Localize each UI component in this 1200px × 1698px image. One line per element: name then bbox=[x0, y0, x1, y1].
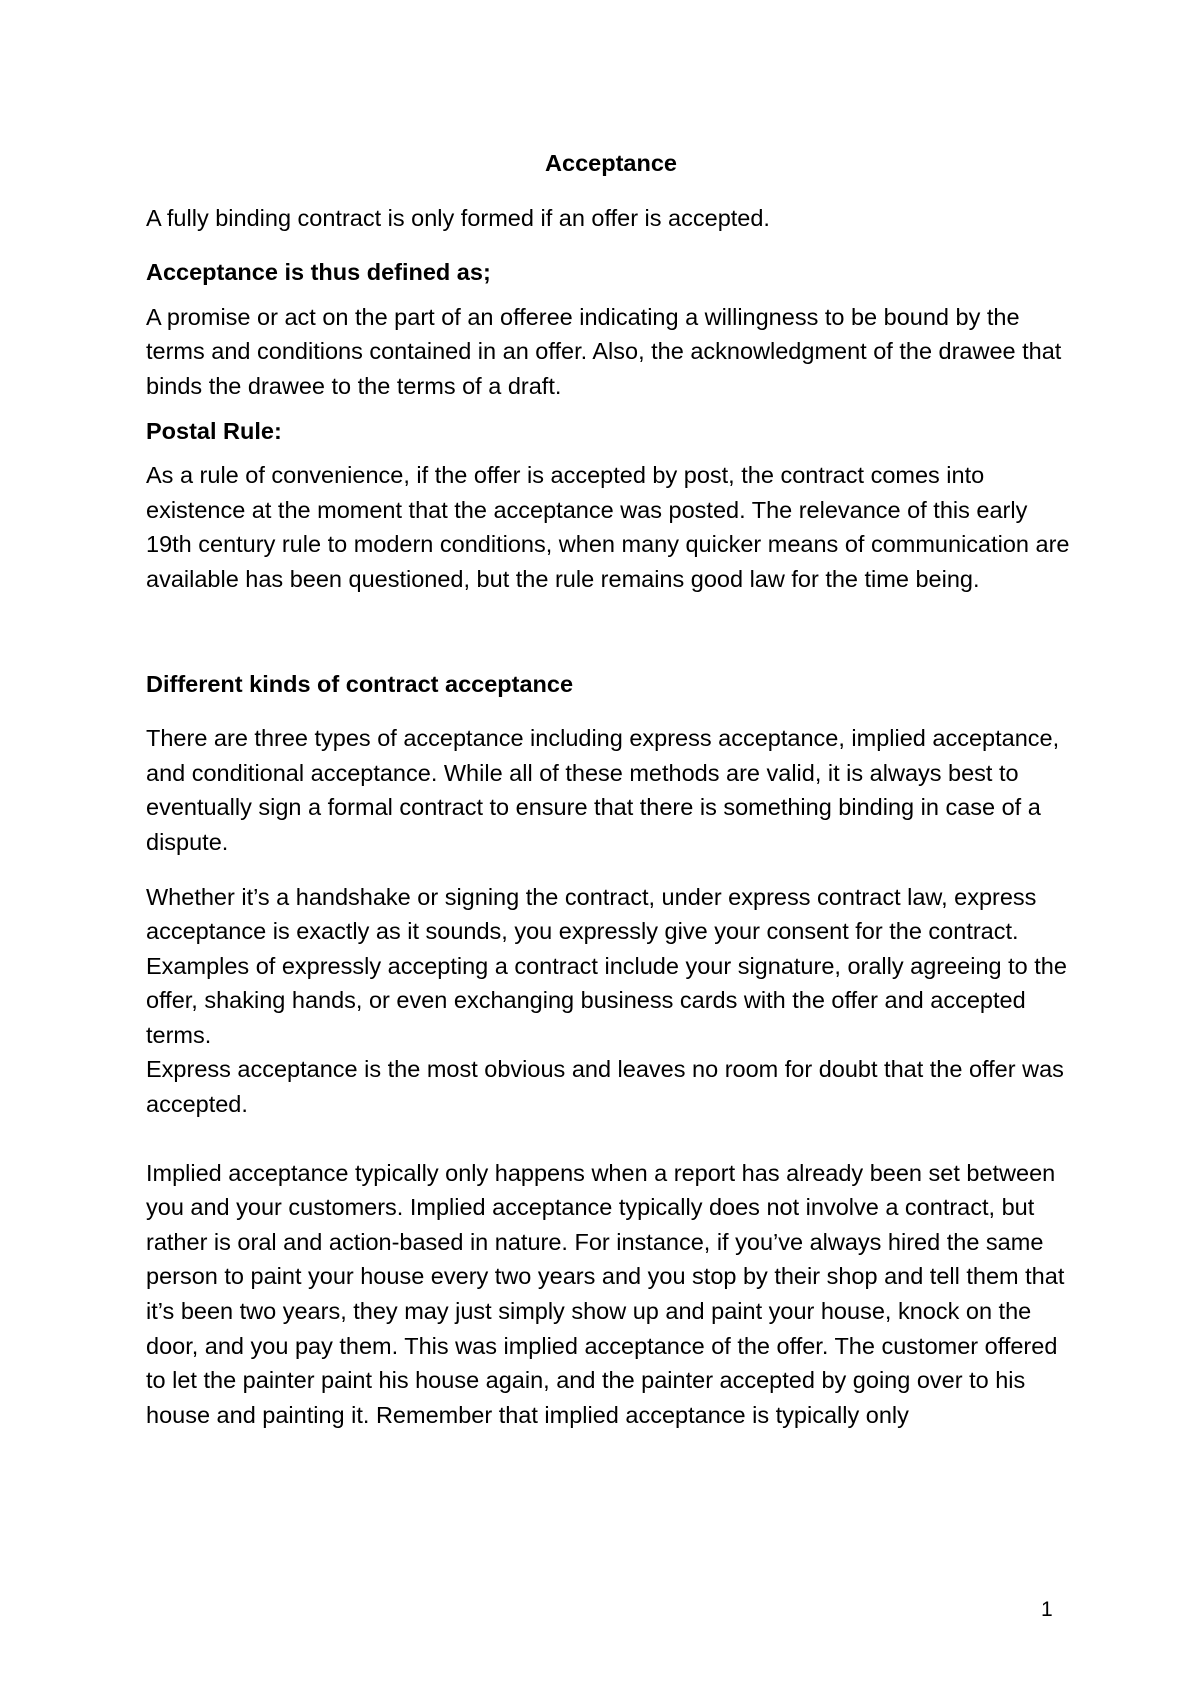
page-content bbox=[146, 146, 1076, 1432]
implied-paragraph: Implied acceptance typically only happens when a report has already been set between you and your customers. Implied acceptance typically does not involve a contract, but rather is oral and action-based in nature. For instance, if you’ve always hired the same person to paint your house every two years and you stop by their shop and tell them that it’s been two years, they may just simply show up and paint your house, knock on the door, and you pay them. This was implied acceptance of the offer. The customer offered to let the painter paint his house again, and the painter accepted by going over to his house and painting it. Remember that implied acceptance is typically only bbox=[146, 1159, 1065, 1428]
postal-rule-heading: Postal Rule: bbox=[146, 417, 282, 444]
kinds-paragraph: There are three types of acceptance including express acceptance, implied acceptance, and conditional acceptance. While all of these methods are valid, it is always best to eventually sign a formal contract to ensure that there is something binding in case of a dispute. bbox=[146, 725, 1060, 855]
definition-heading: Acceptance is thus defined as; bbox=[146, 259, 491, 286]
intro-paragraph: A fully binding contract is only formed if an offer is accepted. bbox=[146, 204, 770, 231]
express-paragraph: Whether it’s a handshake or signing the contract, under express contract law, express acceptance is exactly as it sounds, you expressly give your consent for the contract. Examples of expressly accepting a contract include your signature, orally agreeing to the offer, shaking hands, or even exchanging business cards with the offer and accepted terms. bbox=[146, 883, 1067, 1048]
express-note-paragraph: Express acceptance is the most obvious and leaves no room for doubt that the offer was accepted. bbox=[146, 1056, 1064, 1118]
page-title: Acceptance bbox=[545, 150, 677, 176]
kinds-heading: Different kinds of contract acceptance bbox=[146, 670, 574, 697]
postal-rule-paragraph: As a rule of convenience, if the offer is accepted by post, the contract comes into existence at the moment that the acceptance was posted. The relevance of this early 19th century rule to modern conditions, when many quicker means of communication are available has been questioned, but the rule remains good law for the time being. bbox=[146, 462, 1070, 592]
definition-paragraph: A promise or act on the part of an offeree indicating a willingness to be bound by the terms and conditions contained in an offer. Also, the acknowledgment of the drawee that binds the drawee to the terms of a draft. bbox=[146, 303, 1062, 399]
page-number: 1 bbox=[1041, 1598, 1053, 1621]
